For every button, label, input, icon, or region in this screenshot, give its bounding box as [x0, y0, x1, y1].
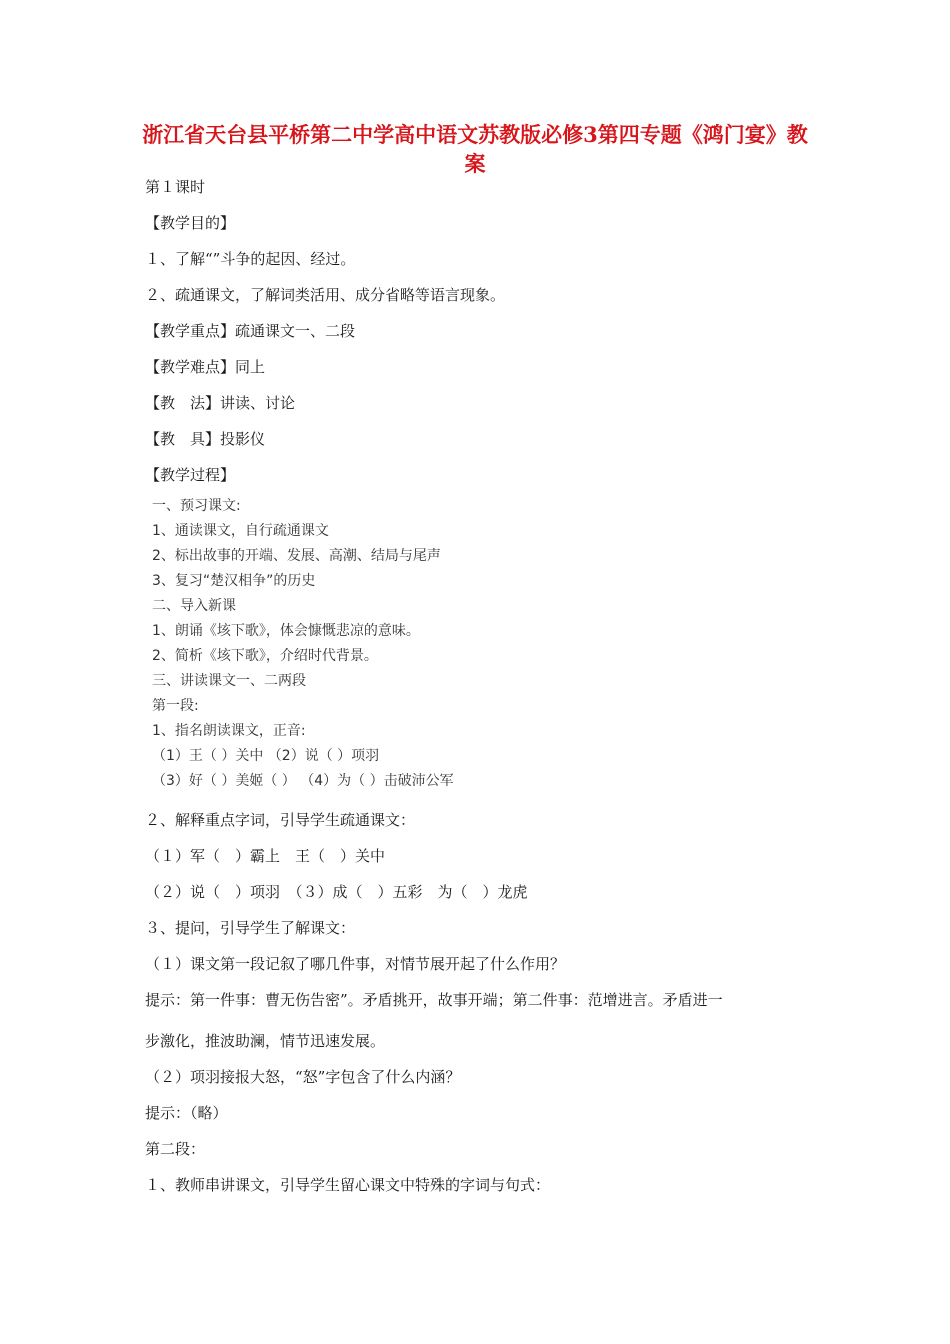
scan-line: 2、标出故事的开端、发展、高潮、结局与尾声 [152, 548, 441, 564]
goal-item-1: １、了解“”斗争的起因、经过。 [145, 250, 356, 268]
scan-line: 1、通读课文，自行疏通课文 [152, 523, 329, 539]
hint-1-part-2: 步激化，推波助澜，情节迅速发展。 [145, 1032, 386, 1050]
goal-item-2: ２、疏通课文，了解词类活用、成分省略等语言现象。 [145, 286, 506, 304]
section-paragraph-2: 第二段： [145, 1140, 206, 1158]
scan-line: 1、指名朗读课文，正音: [152, 723, 306, 739]
section-heading-goals: 【教学目的】 [145, 214, 236, 232]
hint-1-part-1: 提示：第一件事：曹无伤告密”。矛盾挑开，故事开端；第二件事：范增进言。矛盾进一 [145, 991, 723, 1009]
teaching-difficulty: 【教学难点】同上 [145, 358, 266, 376]
lesson-period: 第１课时 [145, 178, 206, 196]
teaching-focus: 【教学重点】疏通课文一、二段 [145, 322, 356, 340]
section-heading-process: 【教学过程】 [145, 466, 236, 484]
hint-2: 提示：（略） [145, 1104, 228, 1122]
scan-line: （3）好（ ）美姬（ ） （4）为（ ）击破沛公军 [152, 773, 454, 789]
scan-line: 一、预习课文: [152, 498, 241, 514]
teaching-tools: 【教 具】投影仪 [145, 430, 266, 448]
scan-line: 三、讲读课文一、二两段 [152, 673, 306, 689]
teaching-method: 【教 法】讲读、讨论 [145, 394, 296, 412]
step-2: ２、解释重点字词，引导学生疏通课文： [145, 811, 416, 829]
scan-line: 1、朗诵《垓下歌》，体会慷慨悲凉的意味。 [152, 623, 420, 639]
scan-line: 二、导入新课 [152, 598, 236, 614]
step-paragraph-2-1: １、教师串讲课文，引导学生留心课文中特殊的字词与句式： [145, 1176, 551, 1194]
scan-line: 第一段: [152, 698, 199, 714]
vocab-line-1: （１）军（ ）霸上 王（ ）关中 [145, 847, 386, 865]
vocab-line-2: （２）说（ ）项羽 （３）成（ ）五彩 为（ ）龙虎 [145, 883, 528, 901]
step-3: ３、提问，引导学生了解课文： [145, 919, 356, 937]
scan-line: 3、复习“楚汉相争”的历史 [152, 573, 316, 589]
question-2: （２）项羽接报大怒，“怒”字包含了什么内涵？ [145, 1068, 461, 1086]
document-title: 浙江省天台县平桥第二中学高中语文苏教版必修3第四专题《鸿门宴》教案 [142, 122, 808, 176]
scan-line: 2、简析《垓下歌》，介绍时代背景。 [152, 648, 378, 664]
scan-line: （1）王（ ）关中 （2）说（ ）项羽 [152, 748, 380, 764]
question-1: （１）课文第一段记叙了哪几件事，对情节展开起了什么作用？ [145, 955, 566, 973]
